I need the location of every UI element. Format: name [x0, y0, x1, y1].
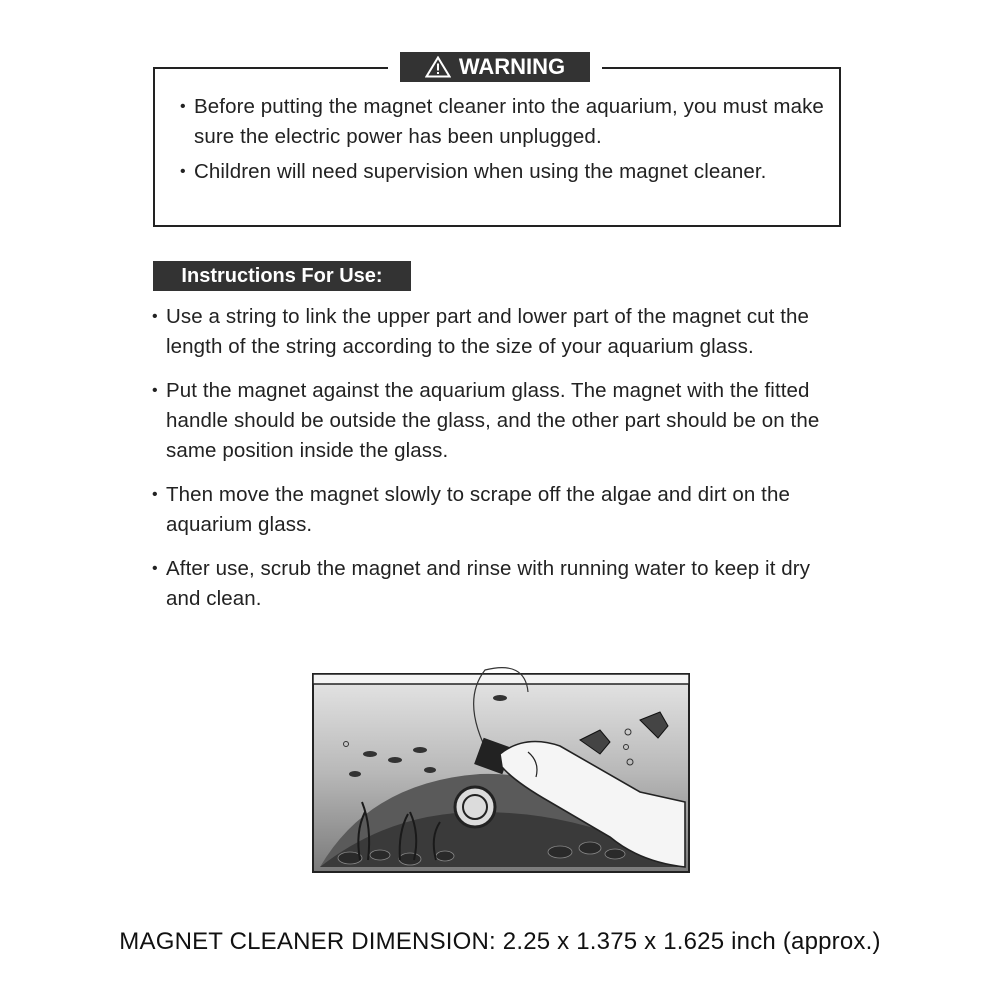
warning-triangle-icon: [425, 56, 451, 78]
dimension-caption: MAGNET CLEANER DIMENSION: 2.25 x 1.375 x 1.625 inch (approx.): [119, 928, 881, 955]
instruction-item: • Use a string to link the upper part and lower part of the magnet cut the length of the string according to the size of your aquarium glass.: [152, 302, 842, 362]
instructions-list: [152, 302, 842, 628]
instruction-item: • Then move the magnet slowly to scrape off the algae and dirt on the aquarium glass.: [152, 480, 842, 540]
warning-header: [400, 52, 590, 82]
aquarium-illustration: [310, 662, 692, 877]
instruction-item: • After use, scrub the magnet and rinse with running water to keep it dry and clean.: [152, 554, 842, 614]
warning-title: WARNING: [458, 54, 566, 79]
instructions-header: Instructions For Use:: [153, 261, 411, 291]
warning-list: [180, 92, 830, 192]
warning-item: • Children will need supervision when using the magnet cleaner.: [180, 157, 830, 187]
warning-item: • Before putting the magnet cleaner into the aquarium, you must make sure the electric power has been unplugged.: [180, 92, 830, 152]
instruction-item: • Put the magnet against the aquarium glass. The magnet with the fitted handle should be outside the glass, and the other part should be on the same position inside the glass.: [152, 376, 842, 466]
